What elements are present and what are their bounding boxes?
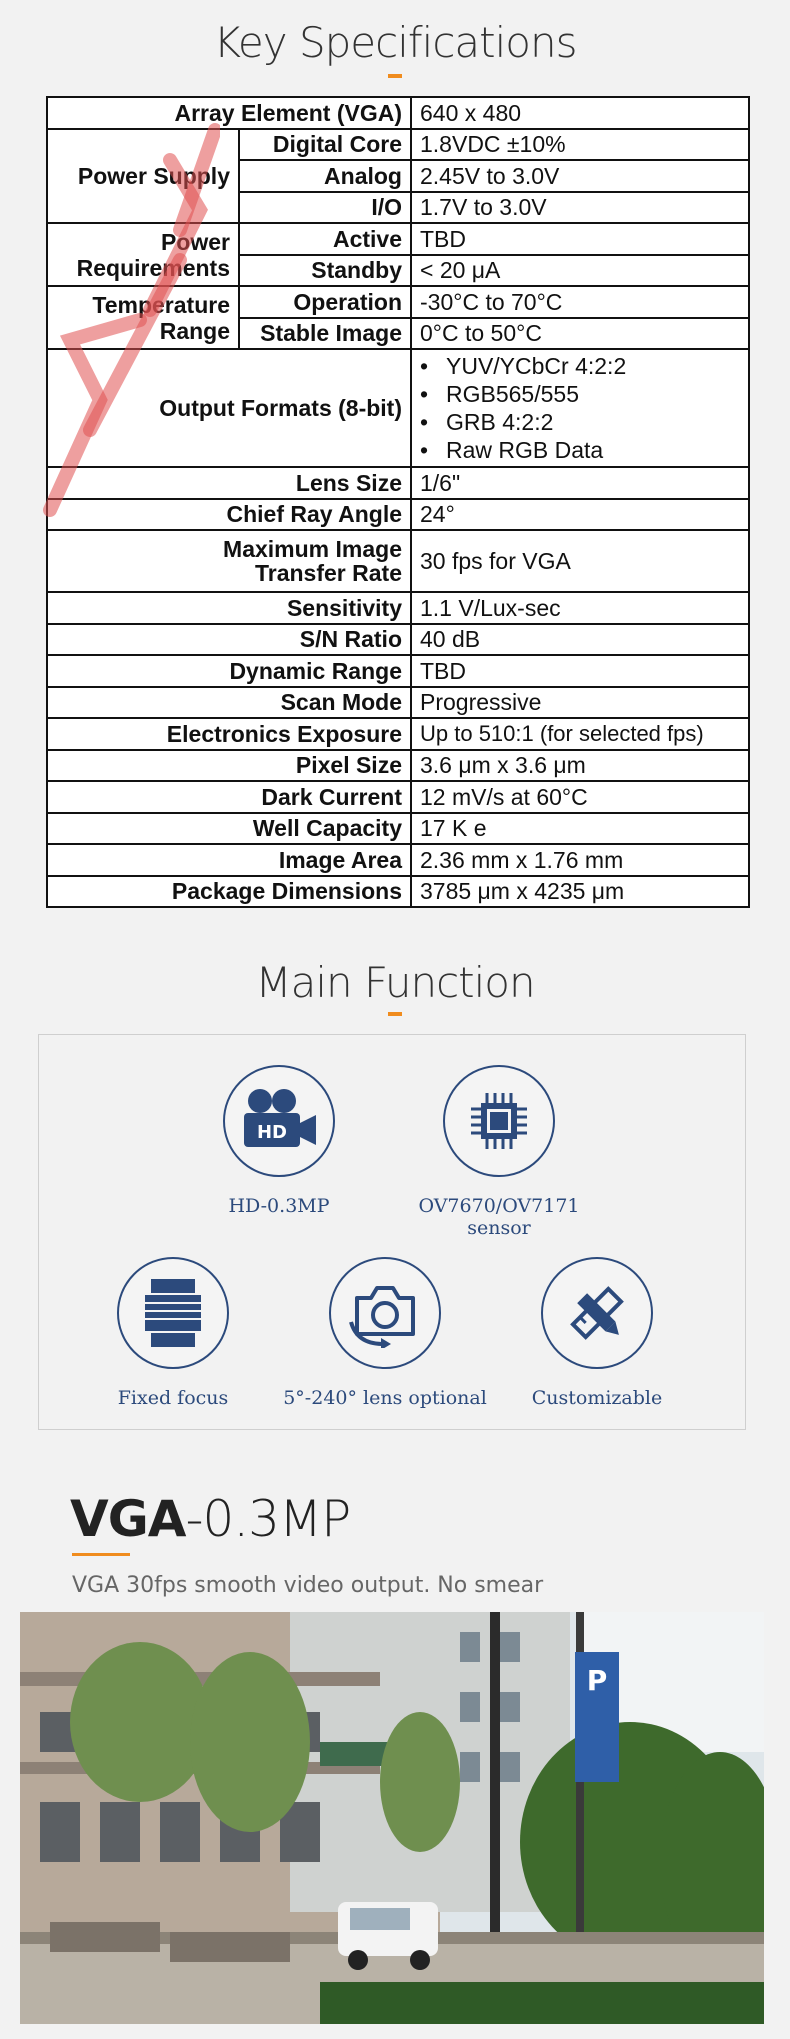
output-formats-value	[411, 349, 749, 467]
table-row	[47, 624, 749, 656]
sn-ratio-label: S/N Ratio	[47, 624, 411, 656]
table-row	[47, 718, 749, 750]
function-title-underline	[388, 1012, 402, 1016]
table-row	[47, 844, 749, 876]
svg-text:HD: HD	[256, 1122, 288, 1143]
max-transfer-label	[47, 530, 411, 592]
dynamic-range-value: TBD	[411, 655, 749, 687]
temperature-label: Temperature Range	[47, 286, 239, 349]
table-row	[47, 750, 749, 782]
active-label: Active	[239, 223, 411, 255]
table-row	[47, 467, 749, 499]
array-element-value: 640 x 480	[411, 97, 749, 129]
table-row	[47, 687, 749, 719]
package-label: Package Dimensions	[47, 876, 411, 908]
table-row	[47, 781, 749, 813]
pencil-ruler-icon	[541, 1257, 653, 1369]
lens-barrel-icon	[117, 1257, 229, 1369]
function-item-focus	[63, 1257, 283, 1409]
table-row	[47, 530, 749, 592]
table-row	[47, 876, 749, 908]
output-formats-list	[420, 350, 740, 466]
function-item-lens	[275, 1257, 495, 1409]
spec-table-wrapper	[46, 96, 750, 908]
svg-text:P: P	[586, 1664, 608, 1697]
sn-ratio-value: 40 dB	[411, 624, 749, 656]
function-label: 5°-240° lens optional	[283, 1387, 487, 1409]
vga-title-light: -0.3MP	[185, 1490, 351, 1548]
array-element-label: Array Element (VGA)	[47, 97, 411, 129]
table-row	[47, 813, 749, 845]
function-item-hd	[169, 1065, 389, 1217]
function-label: Customizable	[531, 1387, 663, 1409]
function-label: HD-0.3MP	[228, 1195, 330, 1217]
sample-photo	[20, 1612, 764, 2024]
lens-size-value: 1/6"	[411, 467, 749, 499]
vga-title	[70, 1490, 350, 1548]
table-row	[47, 97, 749, 129]
digital-core-value: 1.8VDC ±10%	[411, 129, 749, 161]
io-label: I/O	[239, 192, 411, 224]
list-item: • Raw RGB Data	[420, 436, 740, 464]
list-item: • GRB 4:2:2	[420, 408, 740, 436]
image-area-value: 2.36 mm x 1.76 mm	[411, 844, 749, 876]
function-panel	[38, 1034, 746, 1430]
spec-title-underline	[388, 74, 402, 78]
scan-mode-value: Progressive	[411, 687, 749, 719]
chief-ray-value: 24°	[411, 499, 749, 531]
function-item-custom	[487, 1257, 707, 1409]
chip-icon	[443, 1065, 555, 1177]
function-label: Fixed focus	[117, 1387, 229, 1409]
sensitivity-label: Sensitivity	[47, 592, 411, 624]
standby-label: Standby	[239, 255, 411, 287]
list-item: • YUV/YCbCr 4:2:2	[420, 352, 740, 380]
well-capacity-label: Well Capacity	[47, 813, 411, 845]
exposure-label: Electronics Exposure	[47, 718, 411, 750]
pixel-size-value: 3.6 μm x 3.6 μm	[411, 750, 749, 782]
table-row	[47, 592, 749, 624]
output-formats-label: Output Formats (8-bit)	[47, 349, 411, 467]
dark-current-value: 12 mV/s at 60°C	[411, 781, 749, 813]
sensitivity-value: 1.1 V/Lux-sec	[411, 592, 749, 624]
stable-image-value: 0°C to 50°C	[411, 318, 749, 350]
well-capacity-value: 17 K e	[411, 813, 749, 845]
table-row	[47, 129, 749, 161]
max-transfer-value: 30 fps for VGA	[411, 530, 749, 592]
power-requirements-label: Power Requirements	[47, 223, 239, 286]
vga-subtitle: VGA 30fps smooth video output. No smear	[72, 1573, 544, 1598]
table-row	[47, 286, 749, 318]
function-item-sensor	[389, 1065, 609, 1239]
function-label: OV7670/OV7171 sensor	[418, 1195, 580, 1239]
table-row	[47, 349, 749, 467]
spec-table	[46, 96, 750, 908]
rotate-camera-icon	[329, 1257, 441, 1369]
operation-value: -30°C to 70°C	[411, 286, 749, 318]
analog-label: Analog	[239, 160, 411, 192]
chief-ray-label: Chief Ray Angle	[47, 499, 411, 531]
stable-image-label: Stable Image	[239, 318, 411, 350]
lens-size-label: Lens Size	[47, 467, 411, 499]
table-row	[47, 223, 749, 255]
scan-mode-label: Scan Mode	[47, 687, 411, 719]
max-transfer-text: Maximum Image Transfer Rate	[223, 536, 402, 586]
table-row	[47, 499, 749, 531]
pixel-size-label: Pixel Size	[47, 750, 411, 782]
vga-title-bold: VGA	[70, 1490, 186, 1548]
analog-value: 2.45V to 3.0V	[411, 160, 749, 192]
power-supply-label: Power Supply	[47, 129, 239, 224]
vga-title-underline	[72, 1553, 130, 1556]
table-row	[47, 655, 749, 687]
operation-label: Operation	[239, 286, 411, 318]
digital-core-label: Digital Core	[239, 129, 411, 161]
standby-value: < 20 μA	[411, 255, 749, 287]
image-area-label: Image Area	[47, 844, 411, 876]
dynamic-range-label: Dynamic Range	[47, 655, 411, 687]
package-value: 3785 μm x 4235 μm	[411, 876, 749, 908]
hd-camera-icon	[223, 1065, 335, 1177]
exposure-value: Up to 510:1 (for selected fps)	[411, 718, 749, 750]
io-value: 1.7V to 3.0V	[411, 192, 749, 224]
active-value: TBD	[411, 223, 749, 255]
list-item: • RGB565/555	[420, 380, 740, 408]
dark-current-label: Dark Current	[47, 781, 411, 813]
function-section-title: Main Function	[255, 958, 535, 1007]
spec-section-title: Key Specifications	[213, 18, 577, 67]
